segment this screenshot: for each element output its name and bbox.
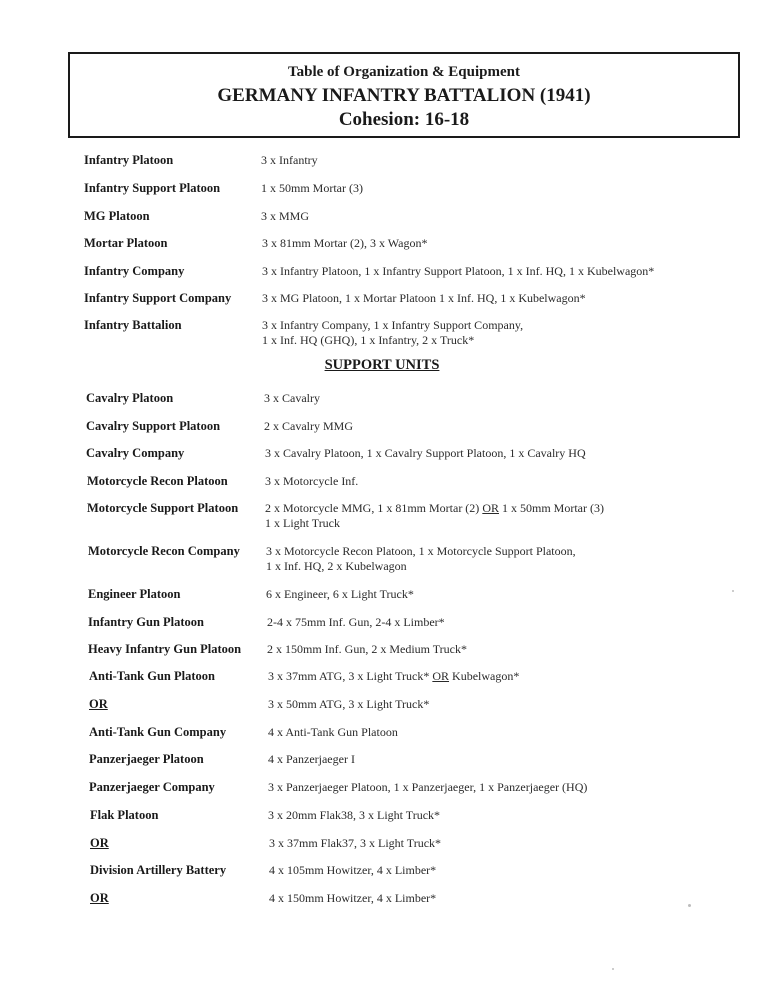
unit-name: Infantry Company bbox=[84, 264, 185, 278]
unit-name-or: OR bbox=[90, 891, 109, 905]
unit-equipment-line2: 1 x Inf. HQ, 2 x Kubelwagon bbox=[266, 559, 407, 573]
unit-name: Anti-Tank Gun Platoon bbox=[89, 669, 215, 683]
unit-name: Panzerjaeger Company bbox=[89, 780, 215, 794]
cohesion-rating: Cohesion: 16-18 bbox=[338, 109, 470, 130]
unit-equipment: 1 x 50mm Mortar (3) bbox=[261, 181, 363, 195]
unit-equipment: 4 x Anti-Tank Gun Platoon bbox=[268, 725, 398, 739]
unit-name: Division Artillery Battery bbox=[90, 863, 227, 877]
unit-name: Mortar Platoon bbox=[84, 236, 168, 250]
unit-equipment: 2 x Motorcycle MMG, 1 x 81mm Mortar (2) OR 1 x 50mm Mortar (3) bbox=[265, 501, 604, 515]
unit-name: Infantry Platoon bbox=[84, 153, 174, 167]
unit-equipment: 3 x Panzerjaeger Platoon, 1 x Panzerjaeger, 1 x Panzerjaeger (HQ) bbox=[268, 780, 588, 794]
unit-equipment: 3 x Cavalry bbox=[264, 391, 320, 405]
unit-name: Motorcycle Recon Company bbox=[88, 544, 240, 558]
unit-equipment: 3 x 20mm Flak38, 3 x Light Truck* bbox=[268, 808, 441, 822]
unit-equipment: 6 x Engineer, 6 x Light Truck* bbox=[266, 587, 414, 601]
unit-name: Infantry Support Company bbox=[84, 291, 232, 305]
unit-equipment: 3 x 50mm ATG, 3 x Light Truck* bbox=[268, 697, 430, 711]
unit-name-or: OR bbox=[89, 697, 108, 711]
unit-equipment: 3 x 37mm ATG, 3 x Light Truck* OR Kubelwagon* bbox=[268, 669, 520, 683]
unit-equipment: 3 x Infantry Company, 1 x Infantry Support Company, bbox=[262, 318, 524, 332]
unit-name: MG Platoon bbox=[84, 209, 150, 223]
unit-name: Flak Platoon bbox=[90, 808, 159, 822]
unit-name: Infantry Support Platoon bbox=[84, 181, 221, 195]
unit-name: Infantry Gun Platoon bbox=[88, 615, 204, 629]
unit-equipment: 4 x 105mm Howitzer, 4 x Limber* bbox=[269, 863, 437, 877]
unit-name: Heavy Infantry Gun Platoon bbox=[88, 642, 242, 656]
unit-name-or: OR bbox=[90, 836, 109, 850]
document-subtitle: Table of Organization & Equipment bbox=[288, 64, 520, 80]
unit-equipment: 2-4 x 75mm Inf. Gun, 2-4 x Limber* bbox=[267, 615, 445, 629]
unit-name: Motorcycle Recon Platoon bbox=[87, 474, 228, 488]
unit-equipment: 3 x MMG bbox=[261, 209, 310, 223]
unit-equipment: 3 x Infantry Platoon, 1 x Infantry Support Platoon, 1 x Inf. HQ, 1 x Kubelwagon* bbox=[262, 264, 655, 278]
unit-equipment-line2: 1 x Light Truck bbox=[265, 516, 341, 530]
header-box bbox=[68, 52, 740, 138]
unit-name: Engineer Platoon bbox=[88, 587, 181, 601]
unit-equipment: 2 x 150mm Inf. Gun, 2 x Medium Truck* bbox=[267, 642, 468, 656]
unit-equipment: 3 x Cavalry Platoon, 1 x Cavalry Support Platoon, 1 x Cavalry HQ bbox=[265, 446, 586, 460]
unit-name: Cavalry Company bbox=[86, 446, 185, 460]
unit-name: Motorcycle Support Platoon bbox=[87, 501, 239, 515]
document-title: GERMANY INFANTRY BATTALION (1941) bbox=[217, 85, 591, 106]
scan-speck bbox=[732, 590, 734, 592]
unit-name: Anti-Tank Gun Company bbox=[89, 725, 227, 739]
support-units-heading: SUPPORT UNITS bbox=[324, 357, 440, 373]
scan-speck bbox=[688, 904, 691, 907]
scan-speck bbox=[612, 968, 614, 970]
unit-equipment: 3 x Infantry bbox=[261, 153, 318, 167]
unit-equipment-line2: 1 x Inf. HQ (GHQ), 1 x Infantry, 2 x Truck* bbox=[262, 333, 475, 347]
unit-name: Cavalry Support Platoon bbox=[86, 419, 221, 433]
unit-name: Cavalry Platoon bbox=[86, 391, 174, 405]
unit-equipment: 2 x Cavalry MMG bbox=[264, 419, 353, 433]
unit-equipment: 4 x 150mm Howitzer, 4 x Limber* bbox=[269, 891, 437, 905]
unit-equipment: 3 x 81mm Mortar (2), 3 x Wagon* bbox=[262, 236, 428, 250]
unit-equipment: 3 x Motorcycle Inf. bbox=[265, 474, 359, 488]
unit-name: Panzerjaeger Platoon bbox=[89, 752, 204, 766]
unit-equipment: 4 x Panzerjaeger I bbox=[268, 752, 355, 766]
unit-equipment: 3 x Motorcycle Recon Platoon, 1 x Motorcycle Support Platoon, bbox=[266, 544, 576, 558]
unit-equipment: 3 x MG Platoon, 1 x Mortar Platoon 1 x Inf. HQ, 1 x Kubelwagon* bbox=[262, 291, 586, 305]
unit-equipment: 3 x 37mm Flak37, 3 x Light Truck* bbox=[269, 836, 442, 850]
unit-name: Infantry Battalion bbox=[84, 318, 182, 332]
